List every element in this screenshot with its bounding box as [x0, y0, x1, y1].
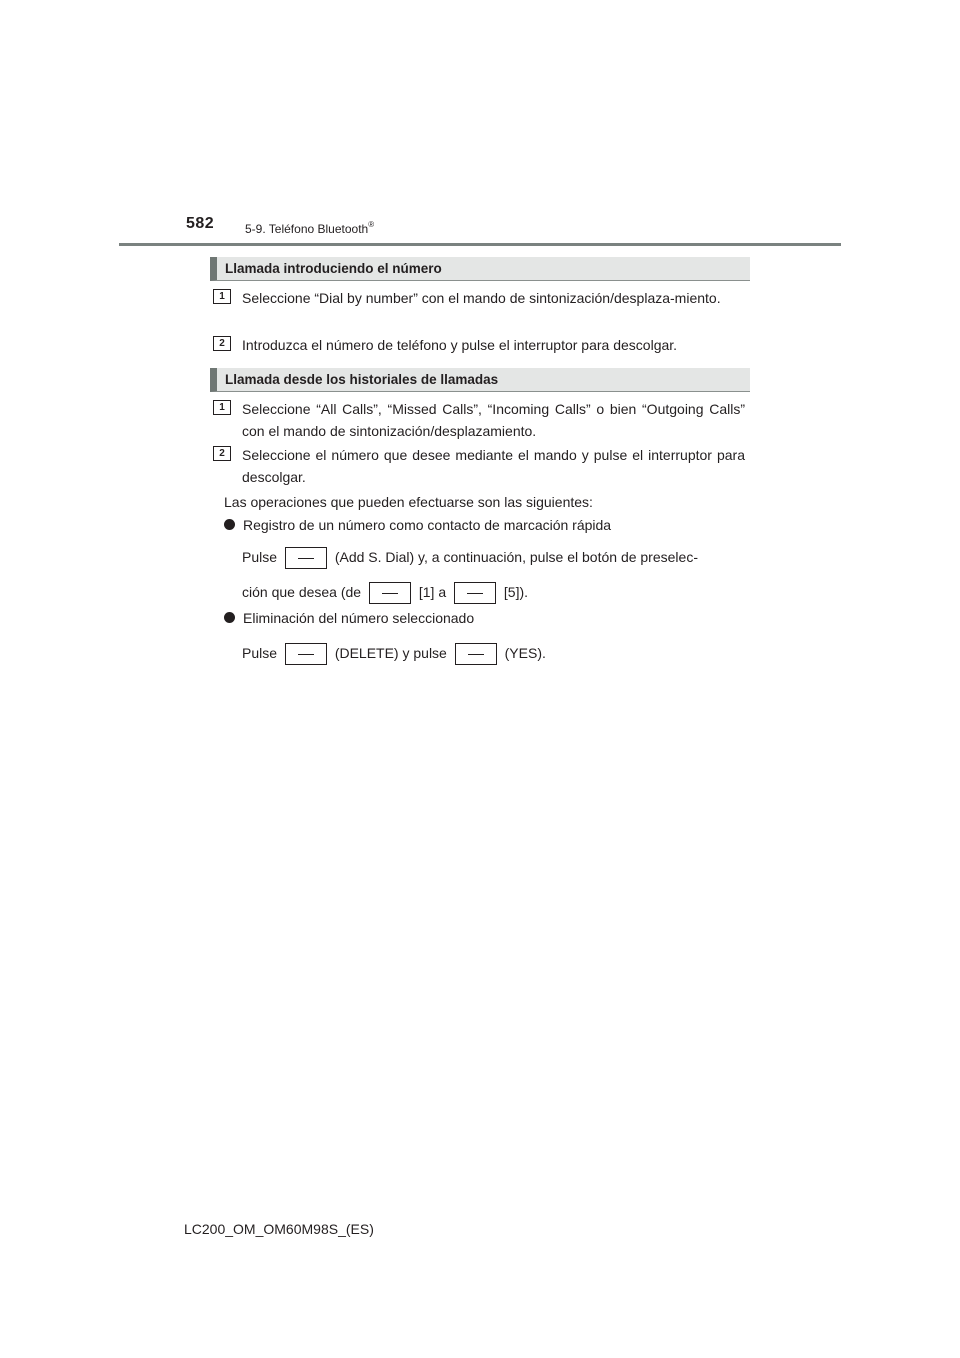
bullet-speed-dial [224, 514, 611, 536]
section-title-text: 5-9. Teléfono Bluetooth [245, 222, 369, 236]
step-item [213, 334, 745, 356]
step-number-badge: 1 [213, 400, 231, 415]
bullet-dot-icon [224, 612, 235, 623]
heading-call-history [210, 368, 750, 392]
delete-instruction-line [242, 642, 746, 665]
section-title [245, 221, 374, 236]
registered-mark: ® [368, 220, 375, 229]
preset-5-button-icon [454, 582, 496, 604]
speed-dial-instruction-line [242, 581, 746, 604]
instruction-text: (YES). [504, 645, 546, 661]
footer-code: LC200_OM_OM60M98S_(ES) [184, 1221, 374, 1237]
instruction-text: (DELETE) y pulse [334, 645, 447, 661]
add-s-dial-button-icon [285, 547, 327, 569]
heading-dial-number-text: Llamada introduciendo el número [225, 261, 442, 276]
preset-1-button-icon [369, 582, 411, 604]
heading-dial-number [210, 257, 750, 281]
bullet-delete-number [224, 607, 474, 629]
step-number-badge: 1 [213, 289, 231, 304]
step-text: Seleccione “Dial by number” con el mando de sintonización/desplaza-miento. [242, 290, 721, 306]
heading-call-history-text: Llamada desde los historiales de llamadas [225, 372, 499, 387]
bullet-title: Eliminación del número seleccionado [243, 610, 475, 626]
instruction-text: (Add S. Dial) y, a continuación, pulse el botón de preselec- [334, 549, 698, 565]
step-number-badge: 2 [213, 446, 231, 461]
step-item [213, 444, 745, 488]
step-text: Seleccione el número que desee mediante el mando y pulse el interruptor para descolgar. [242, 447, 745, 485]
instruction-text: Pulse [242, 645, 278, 661]
bullet-title: Registro de un número como contacto de marcación rápida [243, 517, 612, 533]
step-item [213, 287, 745, 309]
instruction-text: ción que desea (de [242, 584, 362, 600]
speed-dial-instruction-line [242, 546, 746, 569]
instruction-text: [1] a [418, 584, 447, 600]
step-text: Seleccione “All Calls”, “Missed Calls”, “Incoming Calls” o bien “Outgoing Calls” con el mando de sintonización/desplazamiento. [242, 401, 745, 439]
header-rule [119, 243, 841, 246]
instruction-text: [5]). [503, 584, 529, 600]
step-number-badge: 2 [213, 336, 231, 351]
instruction-text: Pulse [242, 549, 278, 565]
bullet-dot-icon [224, 519, 235, 530]
step-text: Introduzca el número de teléfono y pulse el interruptor para descolgar. [242, 337, 678, 353]
page-number: 582 [186, 215, 215, 232]
operations-intro: Las operaciones que pueden efectuarse son las siguientes: [224, 494, 593, 510]
delete-button-icon [285, 643, 327, 665]
yes-button-icon [455, 643, 497, 665]
step-item [213, 398, 745, 442]
